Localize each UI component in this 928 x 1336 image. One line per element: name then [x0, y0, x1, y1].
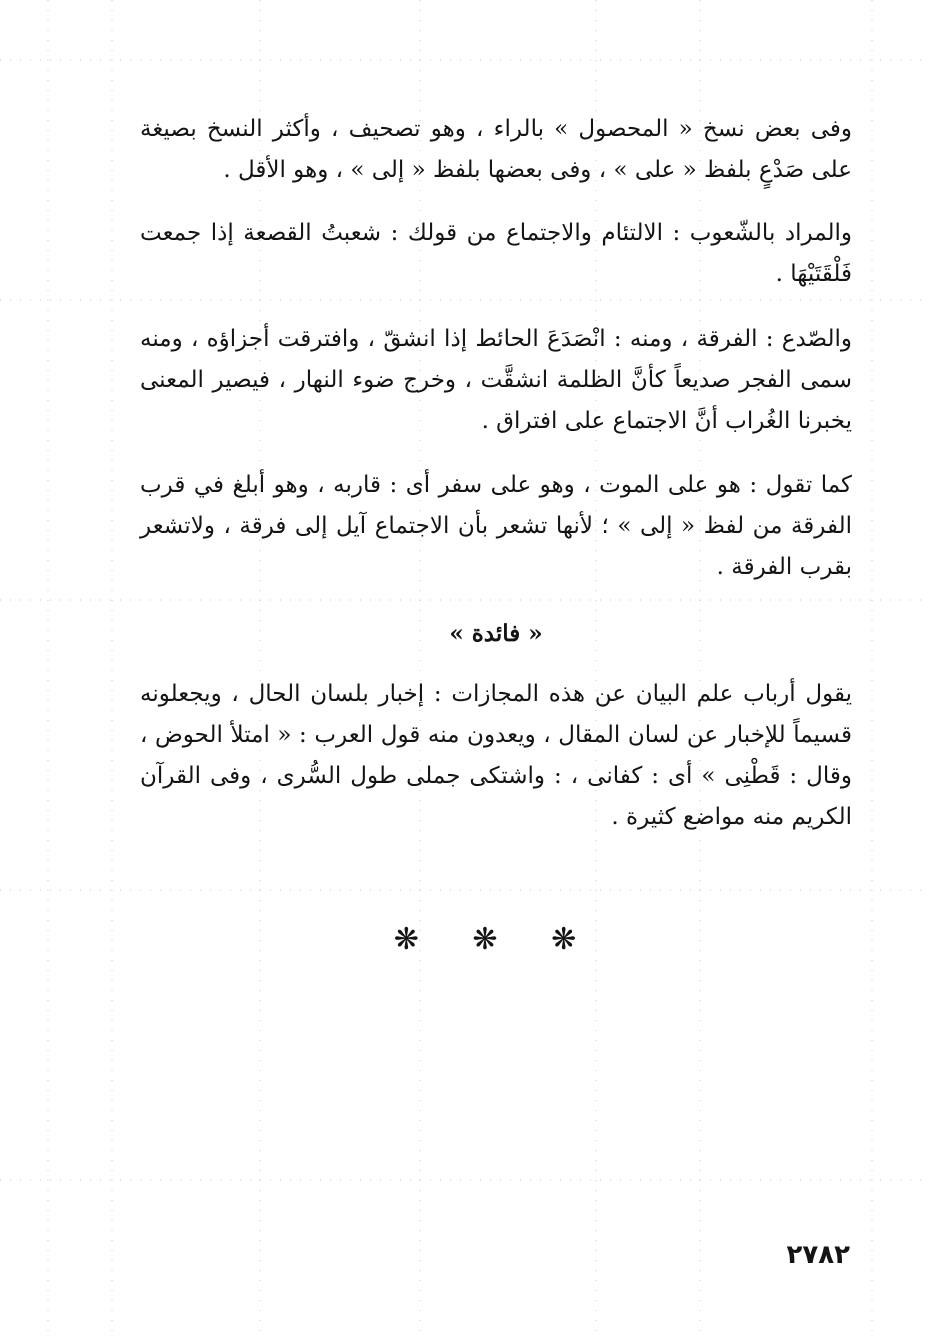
- section-heading: « فائدة »: [449, 620, 543, 647]
- paragraph-2: والمراد بالشّعوب : الالتئام والاجتماع من قولك : شعبتُ القصعة إذا جمعت فَلْقَتَيْهَا .: [140, 220, 852, 287]
- paragraph-5: يقول أرباب علم البيان عن هذه المجازات : إخبار بلسان الحال ، ويجعلونه قسيماً للإخبار عن لسان المقال ، ويعدون منه قول العرب : « امتلأ الحوض ، وقال : قَطْنِى » أى : كفانى ، : واشتكى جملى طول السُّرى ، وفى القرآن الكريم منه مواضع كثيرة .: [140, 681, 852, 830]
- paragraph-4: كما تقول : هو على الموت ، وهو على سفر أى : قاربه ، وهو أبلغ في قرب الفرقة من لفظ « إلى » ؛ لأنها تشعر بأن الاجتماع آيل إلى فرقة ، ولاتشعر بقرب الفرقة .: [140, 472, 852, 580]
- asterism-separator: ❋ ❋ ❋: [393, 922, 599, 957]
- paragraph-3: والصّدع : الفرقة ، ومنه : انْصَدَعَ الحائط إذا انشقّ ، وافترقت أجزاؤه ، ومنه سمى الفجر صديعاً كأنَّ الظلمة انشقَّت ، وخرج ضوء النهار ، فيصير المعنى يخبرنا الغُراب أنَّ الاجتماع على افتراق .: [140, 326, 852, 434]
- page-number: ٢٧٨٢: [786, 1240, 850, 1270]
- paragraph-1: وفى بعض نسخ « المحصول » بالراء ، وهو تصحيف ، وأكثر النسخ بصيغة على صَدْعٍ بلفظ « على » ، وفى بعضها بلفظ « إلى » ، وهو الأقل .: [140, 116, 852, 183]
